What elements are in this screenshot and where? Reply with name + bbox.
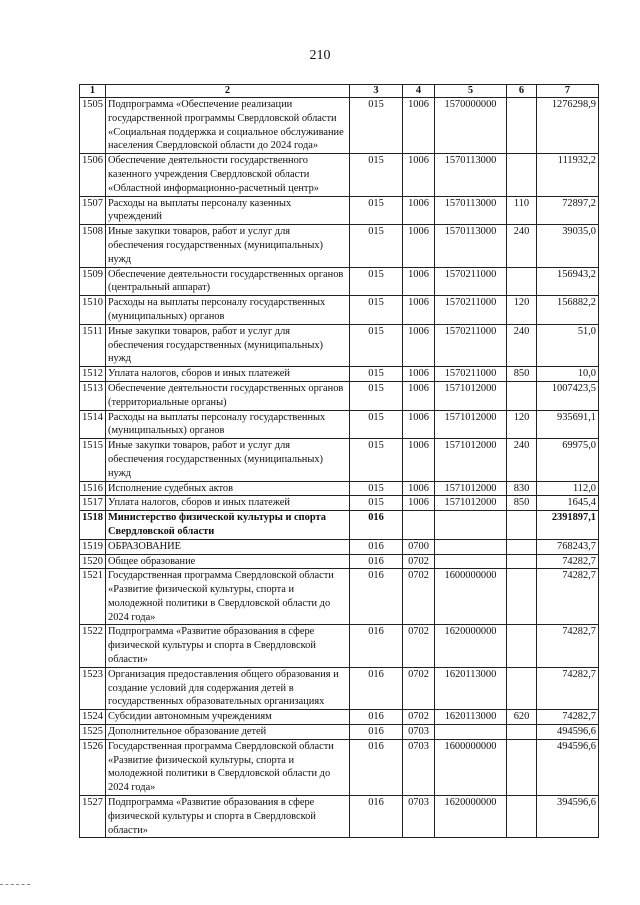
target-code: 1570211000 — [435, 367, 507, 382]
expense-type — [507, 739, 537, 795]
table-row — [80, 410, 599, 439]
expense-type: 120 — [507, 296, 537, 325]
page-edge-mark — [0, 884, 30, 885]
ministry-code: 015 — [350, 481, 403, 496]
ministry-code: 015 — [350, 381, 403, 410]
ministry-code: 015 — [350, 496, 403, 511]
row-number: 1505 — [80, 98, 106, 154]
section-code: 1006 — [403, 481, 435, 496]
row-name: Министерство физической культуры и спорта Свердловской области — [106, 511, 350, 540]
row-name: Иные закупки товаров, работ и услуг для обеспечения государственных (муниципальных) нужд — [106, 324, 350, 366]
row-name: Подпрограмма «Обеспечение реализации государственной программы Свердловской области «Социальная поддержка и социальное обслуживание населения Свердловской области до 2024 года» — [106, 98, 350, 154]
section-code: 1006 — [403, 225, 435, 267]
section-code: 0702 — [403, 554, 435, 569]
table-row — [80, 710, 599, 725]
row-name: Дополнительное образование детей — [106, 725, 350, 740]
target-code — [435, 539, 507, 554]
expense-type — [507, 98, 537, 154]
ministry-code: 016 — [350, 796, 403, 838]
expense-type: 110 — [507, 196, 537, 225]
target-code: 1620000000 — [435, 796, 507, 838]
amount: 74282,7 — [537, 554, 599, 569]
amount: 1645,4 — [537, 496, 599, 511]
table-row — [80, 725, 599, 740]
ministry-code: 016 — [350, 569, 403, 625]
header-row — [80, 85, 599, 98]
row-number: 1514 — [80, 410, 106, 439]
section-code: 0702 — [403, 667, 435, 709]
table-row — [80, 381, 599, 410]
row-number: 1519 — [80, 539, 106, 554]
expense-type — [507, 154, 537, 196]
page-number: 210 — [309, 48, 331, 63]
amount: 74282,7 — [537, 667, 599, 709]
amount: 156943,2 — [537, 267, 599, 296]
ministry-code: 016 — [350, 725, 403, 740]
row-number: 1508 — [80, 225, 106, 267]
table-row — [80, 154, 599, 196]
target-code: 1570211000 — [435, 324, 507, 366]
target-code: 1571012000 — [435, 439, 507, 481]
table-row — [80, 625, 599, 667]
target-code: 1571012000 — [435, 496, 507, 511]
amount: 768243,7 — [537, 539, 599, 554]
ministry-code: 015 — [350, 367, 403, 382]
expense-type — [507, 554, 537, 569]
table-row — [80, 796, 599, 838]
target-code — [435, 554, 507, 569]
row-number: 1507 — [80, 196, 106, 225]
target-code: 1570113000 — [435, 196, 507, 225]
amount: 51,0 — [537, 324, 599, 366]
expense-type: 240 — [507, 324, 537, 366]
amount: 10,0 — [537, 367, 599, 382]
target-code: 1570211000 — [435, 267, 507, 296]
table-row — [80, 511, 599, 540]
row-number: 1509 — [80, 267, 106, 296]
row-name: Уплата налогов, сборов и иных платежей — [106, 367, 350, 382]
expense-type — [507, 539, 537, 554]
row-name: ОБРАЗОВАНИЕ — [106, 539, 350, 554]
table-row — [80, 569, 599, 625]
amount: 111932,2 — [537, 154, 599, 196]
section-code: 0702 — [403, 710, 435, 725]
row-name: Организация предоставления общего образования и создание условий для содержания детей в государственных образовательных организациях — [106, 667, 350, 709]
ministry-code: 015 — [350, 98, 403, 154]
expense-type: 240 — [507, 439, 537, 481]
table-row — [80, 267, 599, 296]
header-col-7: 7 — [537, 85, 599, 98]
row-number: 1513 — [80, 381, 106, 410]
expense-type — [507, 796, 537, 838]
row-number: 1517 — [80, 496, 106, 511]
ministry-code: 016 — [350, 667, 403, 709]
target-code: 1620000000 — [435, 625, 507, 667]
amount: 1007423,5 — [537, 381, 599, 410]
row-number: 1516 — [80, 481, 106, 496]
section-code: 1006 — [403, 296, 435, 325]
expense-type — [507, 511, 537, 540]
ministry-code: 016 — [350, 625, 403, 667]
target-code: 1570113000 — [435, 154, 507, 196]
amount: 69975,0 — [537, 439, 599, 481]
ministry-code: 016 — [350, 511, 403, 540]
header-col-2: 2 — [106, 85, 350, 98]
expense-type — [507, 569, 537, 625]
table-row — [80, 667, 599, 709]
target-code: 1600000000 — [435, 739, 507, 795]
target-code: 1571012000 — [435, 381, 507, 410]
row-name: Обеспечение деятельности государственного казенного учреждения Свердловской области «Областной информационно-расчетный центр» — [106, 154, 350, 196]
ministry-code: 015 — [350, 296, 403, 325]
table-row — [80, 98, 599, 154]
section-code: 0703 — [403, 739, 435, 795]
expense-type: 850 — [507, 367, 537, 382]
expense-type: 850 — [507, 496, 537, 511]
target-code: 1571012000 — [435, 481, 507, 496]
table-row — [80, 496, 599, 511]
section-code: 1006 — [403, 324, 435, 366]
header-col-3: 3 — [350, 85, 403, 98]
ministry-code: 015 — [350, 439, 403, 481]
expense-type: 830 — [507, 481, 537, 496]
row-name: Расходы на выплаты персоналу казенных учреждений — [106, 196, 350, 225]
expense-type: 120 — [507, 410, 537, 439]
table-row — [80, 539, 599, 554]
expense-type — [507, 381, 537, 410]
target-code — [435, 725, 507, 740]
amount: 74282,7 — [537, 569, 599, 625]
row-number: 1523 — [80, 667, 106, 709]
amount: 112,0 — [537, 481, 599, 496]
row-number: 1506 — [80, 154, 106, 196]
amount: 1276298,9 — [537, 98, 599, 154]
row-number: 1526 — [80, 739, 106, 795]
section-code: 1006 — [403, 196, 435, 225]
row-name: Иные закупки товаров, работ и услуг для обеспечения государственных (муниципальных) нужд — [106, 439, 350, 481]
expense-type — [507, 267, 537, 296]
section-code: 1006 — [403, 154, 435, 196]
table-row — [80, 196, 599, 225]
table-row — [80, 739, 599, 795]
expense-type — [507, 725, 537, 740]
amount: 39035,0 — [537, 225, 599, 267]
expense-type: 620 — [507, 710, 537, 725]
target-code: 1571012000 — [435, 410, 507, 439]
row-name: Государственная программа Свердловской области «Развитие физической культуры, спорта и молодежной политики в Свердловской области до 2024 года» — [106, 739, 350, 795]
table-row — [80, 367, 599, 382]
ministry-code: 016 — [350, 739, 403, 795]
row-name: Исполнение судебных актов — [106, 481, 350, 496]
header-col-6: 6 — [507, 85, 537, 98]
row-number: 1525 — [80, 725, 106, 740]
ministry-code: 016 — [350, 554, 403, 569]
ministry-code: 015 — [350, 225, 403, 267]
row-number: 1512 — [80, 367, 106, 382]
section-code: 0703 — [403, 796, 435, 838]
target-code: 1570113000 — [435, 225, 507, 267]
row-number: 1524 — [80, 710, 106, 725]
amount: 74282,7 — [537, 710, 599, 725]
header-col-1: 1 — [80, 85, 106, 98]
table-row — [80, 324, 599, 366]
expense-type: 240 — [507, 225, 537, 267]
section-code: 1006 — [403, 410, 435, 439]
amount: 494596,6 — [537, 725, 599, 740]
section-code: 1006 — [403, 439, 435, 481]
section-code: 0700 — [403, 539, 435, 554]
row-name: Субсидии автономным учреждениям — [106, 710, 350, 725]
target-code: 1600000000 — [435, 569, 507, 625]
target-code — [435, 511, 507, 540]
expense-type — [507, 667, 537, 709]
section-code: 1006 — [403, 98, 435, 154]
budget-table — [79, 84, 599, 838]
amount: 494596,6 — [537, 739, 599, 795]
target-code: 1620113000 — [435, 710, 507, 725]
ministry-code: 015 — [350, 267, 403, 296]
section-code: 1006 — [403, 367, 435, 382]
target-code: 1620113000 — [435, 667, 507, 709]
row-name: Подпрограмма «Развитие образования в сфере физической культуры и спорта в Свердловской области» — [106, 625, 350, 667]
row-name: Обеспечение деятельности государственных органов (центральный аппарат) — [106, 267, 350, 296]
row-number: 1527 — [80, 796, 106, 838]
row-number: 1515 — [80, 439, 106, 481]
table-row — [80, 296, 599, 325]
ministry-code: 016 — [350, 539, 403, 554]
row-number: 1521 — [80, 569, 106, 625]
table-row — [80, 225, 599, 267]
amount: 72897,2 — [537, 196, 599, 225]
row-number: 1510 — [80, 296, 106, 325]
row-number: 1522 — [80, 625, 106, 667]
section-code: 1006 — [403, 267, 435, 296]
section-code: 0702 — [403, 625, 435, 667]
row-number: 1520 — [80, 554, 106, 569]
row-number: 1511 — [80, 324, 106, 366]
row-name: Государственная программа Свердловской области «Развитие физической культуры, спорта и молодежной политики в Свердловской области до 2024 года» — [106, 569, 350, 625]
ministry-code: 016 — [350, 710, 403, 725]
section-code: 0702 — [403, 569, 435, 625]
section-code: 1006 — [403, 381, 435, 410]
amount: 394596,6 — [537, 796, 599, 838]
table-row — [80, 481, 599, 496]
ministry-code: 015 — [350, 410, 403, 439]
target-code: 1570000000 — [435, 98, 507, 154]
expense-type — [507, 625, 537, 667]
section-code: 1006 — [403, 496, 435, 511]
amount: 156882,2 — [537, 296, 599, 325]
row-name: Расходы на выплаты персоналу государственных (муниципальных) органов — [106, 296, 350, 325]
ministry-code: 015 — [350, 154, 403, 196]
amount: 935691,1 — [537, 410, 599, 439]
table-row — [80, 554, 599, 569]
row-name: Обеспечение деятельности государственных органов (территориальные органы) — [106, 381, 350, 410]
ministry-code: 015 — [350, 196, 403, 225]
row-name: Иные закупки товаров, работ и услуг для обеспечения государственных (муниципальных) нужд — [106, 225, 350, 267]
amount: 74282,7 — [537, 625, 599, 667]
amount: 2391897,1 — [537, 511, 599, 540]
row-number: 1518 — [80, 511, 106, 540]
section-code — [403, 511, 435, 540]
header-col-5: 5 — [435, 85, 507, 98]
target-code: 1570211000 — [435, 296, 507, 325]
row-name: Уплата налогов, сборов и иных платежей — [106, 496, 350, 511]
row-name: Подпрограмма «Развитие образования в сфере физической культуры и спорта в Свердловской области» — [106, 796, 350, 838]
row-name: Общее образование — [106, 554, 350, 569]
section-code: 0703 — [403, 725, 435, 740]
row-name: Расходы на выплаты персоналу государственных (муниципальных) органов — [106, 410, 350, 439]
ministry-code: 015 — [350, 324, 403, 366]
table-row — [80, 439, 599, 481]
header-col-4: 4 — [403, 85, 435, 98]
